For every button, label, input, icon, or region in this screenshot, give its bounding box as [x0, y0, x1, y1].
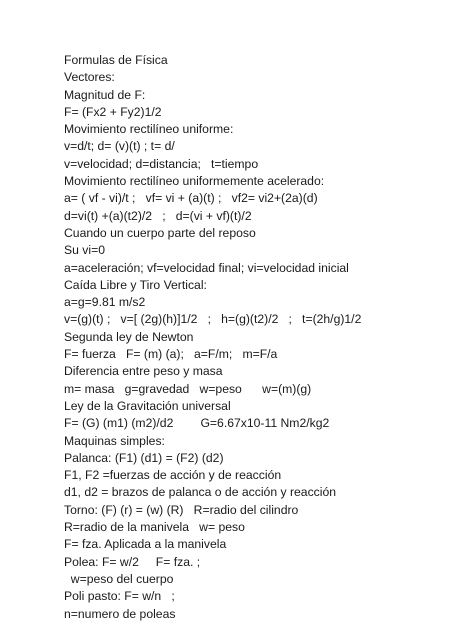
formula-line: F= fuerza F= (m) (a); a=F/m; m=F/a [64, 347, 278, 362]
text-line: a=aceleración; vf=velocidad final; vi=velocidad inicial [64, 260, 349, 275]
formula-line: v=(g)(t) ; v=[ (2g)(h)]1/2 ; h=(g)(t2)/2 ; t=(2h/g)1/2 [64, 312, 362, 327]
section-heading-gravitacion: Ley de la Gravitación universal [64, 398, 231, 413]
formula-line: Poli pasto: F= w/n ; [64, 589, 175, 604]
section-heading-vectores: Vectores: [64, 70, 115, 85]
text-line: Su vi=0 [64, 243, 105, 258]
section-heading-peso-masa: Diferencia entre peso y masa [64, 364, 223, 379]
section-heading-mrua: Movimiento rectilíneo uniformemente acelerado: [64, 174, 325, 189]
formula-line: F= (G) (m1) (m2)/d2 G=6.67x10-11 Nm2/kg2 [64, 416, 330, 431]
formula-line: Palanca: (F1) (d1) = (F2) (d2) [64, 450, 224, 465]
text-line: w=peso del cuerpo [64, 571, 174, 586]
text-line: F1, F2 =fuerzas de acción y de reacción [64, 468, 282, 483]
text-line: v=velocidad; d=distancia; t=tiempo [64, 156, 259, 171]
formula-line: m= masa g=gravedad w=peso w=(m)(g) [64, 381, 312, 396]
text-line: Cuando un cuerpo parte del reposo [64, 225, 256, 240]
text-line: d1, d2 = brazos de palanca o de acción y reacción [64, 485, 337, 500]
text-line: Magnitud de F: [64, 87, 146, 102]
formula-line: F= (Fx2 + Fy2)1/2 [64, 104, 162, 119]
document-text [64, 52, 444, 623]
formula-line: v=d/t; d= (v)(t) ; t= d/ [64, 139, 175, 154]
formula-line: a=g=9.81 m/s2 [64, 295, 146, 310]
section-heading-caida-libre: Caída Libre y Tiro Vertical: [64, 277, 207, 292]
formula-line: d=vi(t) +(a)(t2)/2 ; d=(vi + vf)(t)/2 [64, 208, 252, 223]
formula-line: a= ( vf - vi)/t ; vf= vi + (a)(t) ; vf2= vi2+(2a)(d) [64, 191, 318, 206]
formula-line: Torno: (F) (r) = (w) (R) R=radio del cilindro [64, 502, 299, 517]
section-heading-maquinas: Maquinas simples: [64, 433, 165, 448]
text-line: R=radio de la manivela w= peso [64, 520, 245, 535]
text-line: F= fza. Aplicada a la manivela [64, 537, 227, 552]
doc-title: Formulas de Física [64, 53, 168, 67]
section-heading-newton: Segunda ley de Newton [64, 329, 194, 344]
text-line: n=numero de poleas [64, 606, 176, 621]
section-heading-mru: Movimiento rectilíneo uniforme: [64, 122, 234, 137]
formula-line: Polea: F= w/2 F= fza. ; [64, 554, 201, 569]
